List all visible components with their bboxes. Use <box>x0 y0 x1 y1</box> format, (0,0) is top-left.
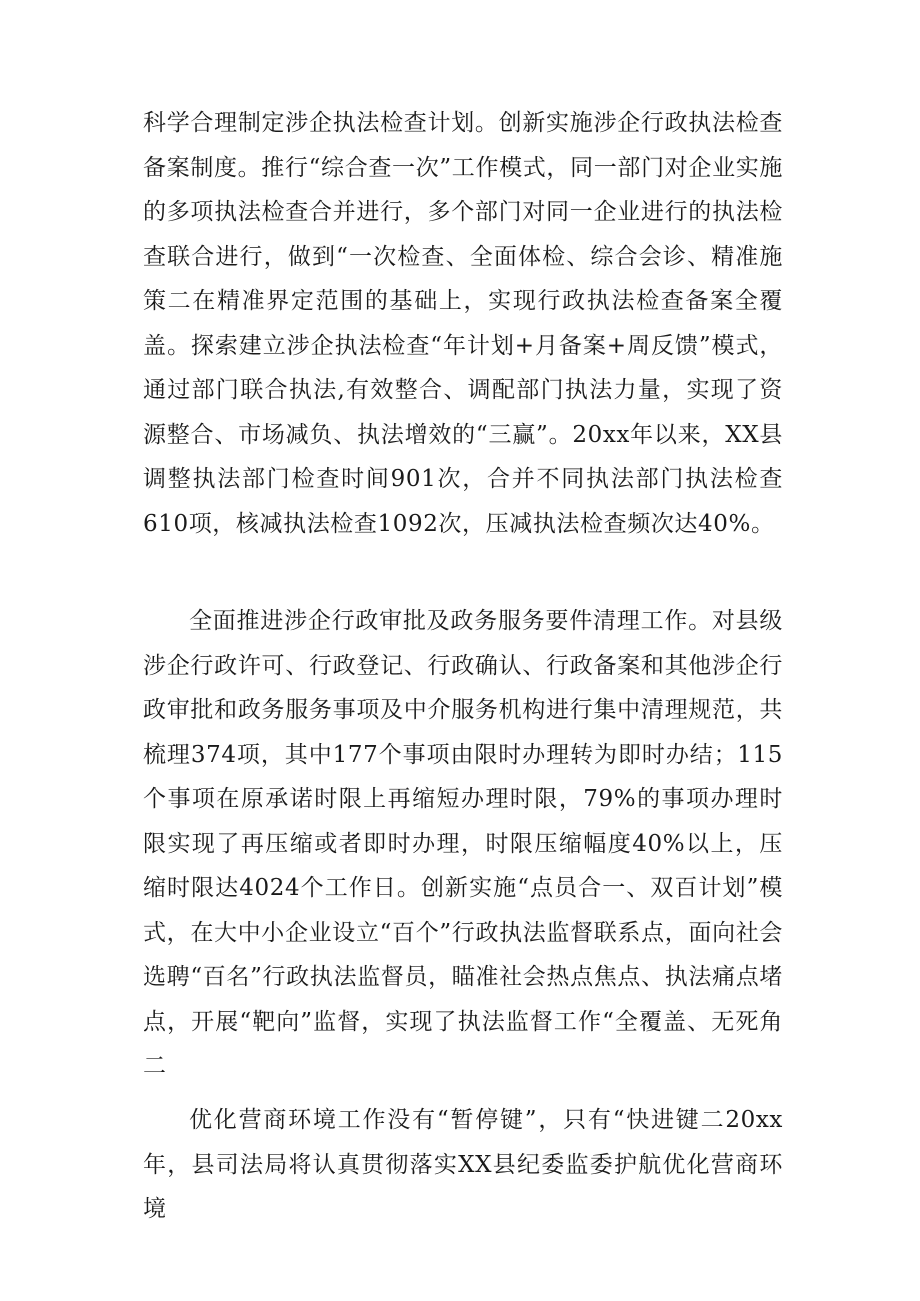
body-paragraph-1: 科学合理制定涉企执法检查计划。创新实施涉企行政执法检查备案制度。推行“综合查一次”工作模式，同一部门对企业实施的多项执法检查合并进行，多个部门对同一企业进行的执法检查联合进行，做到“一次检查、全面体检、综合会诊、精准施策二在精准界定范围的基础上，实现行政执法检查备案全覆盖。探索建立涉企执法检查“年计划+月备案+周反馈”模式，通过部门联合执法,有效整合、调配部门执法力量，实现了资源整合、市场减负、执法增效的“三赢”。20xx年以来，XX县调整执法部门检查时间901次，合并不同执法部门执法检查610项，核减执法检查1092次，压减执法检查频次达40%。 <box>143 110 783 537</box>
body-paragraph-2: 全面推进涉企行政审批及政务服务要件清理工作。对县级涉企行政许可、行政登记、行政确认、行政备案和其他涉企行政审批和政务服务事项及中介服务机构进行集中清理规范，共梳理374项，其中177个事项由限时办理转为即时办结；115个事项在原承诺时限上再缩短办理时限，79%的事项办理时限实现了再压缩或者即时办理，时限压缩幅度40%以上，压缩时限达4024个工作日。创新实施“点员合一、双百计划”模式，在大中小企业设立“百个”行政执法监督联系点，面向社会选聘“百名”行政执法监督员，瞄准社会热点焦点、执法痛点堵点，开展“靶向”监督，实现了执法监督工作“全覆盖、无死角二 <box>143 608 783 1079</box>
body-paragraph-3: 优化营商环境工作没有“暂停键”，只有“快进键二20xx年，县司法局将认真贯彻落实XX县纪委监委护航优化营商环境 <box>143 1107 783 1222</box>
